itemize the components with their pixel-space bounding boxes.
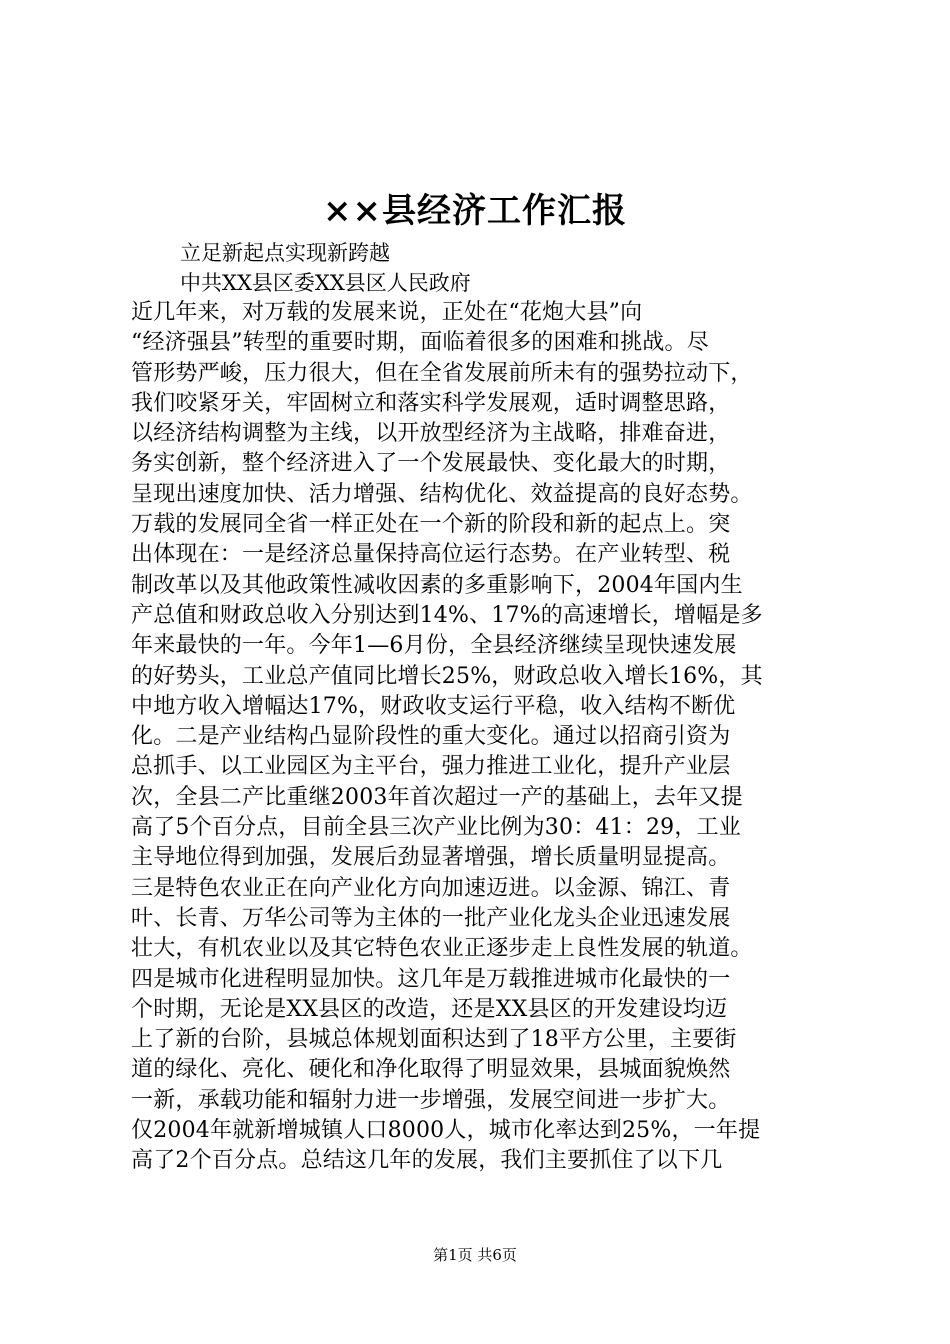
text-line: 务实创新，整个经济进入了一个发展最快、变化最大的时期， bbox=[131, 451, 731, 477]
text-line: 呈现出速度加快、活力增强、结构优化、效益提高的良好态势。 bbox=[131, 481, 753, 507]
text-line: 产总值和财政总收入分别达到14%、17%的高速增长，增幅是多 bbox=[131, 602, 763, 628]
text-line: 叶、长青、万华公司等为主体的一批产业化龙头企业迅速发展 bbox=[131, 905, 731, 931]
text-line: 一新，承载功能和辐射力进一步增强，发展空间进一步扩大。 bbox=[131, 1087, 731, 1113]
text-line: 我们咬紧牙关，牢固树立和落实科学发展观，适时调整思路， bbox=[131, 390, 731, 416]
text-line: 壮大，有机农业以及其它特色农业正逐步走上良性发展的轨道。 bbox=[131, 936, 753, 962]
text-line: 年来最快的一年。今年1—6月份，全县经济继续呈现快速发展 bbox=[131, 633, 737, 659]
document-title: ××县经济工作汇报 bbox=[323, 191, 627, 231]
text-line: 以经济结构调整为主线，以开放型经济为主战略，排难奋进， bbox=[131, 421, 731, 447]
text-line: 个时期，无论是XX县区的改造，还是XX县区的开发建设均迈 bbox=[131, 996, 728, 1022]
document-author: 中共XX县区委XX县区人民政府 bbox=[180, 271, 471, 295]
text-line: 次，全县二产比重继2003年首次超过一产的基础上，去年又提 bbox=[131, 784, 743, 810]
text-line: 化。二是产业结构凸显阶段性的重大变化。通过以招商引资为 bbox=[131, 724, 731, 750]
text-line: 高了2个百分点。总结这几年的发展，我们主要抓住了以下几 bbox=[131, 1148, 723, 1174]
text-line: 近几年来，对万载的发展来说，正处在“花炮大县”向 bbox=[131, 300, 643, 325]
text-line: 道的绿化、亮化、硬化和净化取得了明显效果，县城面貌焕然 bbox=[131, 1057, 731, 1083]
body-text bbox=[131, 298, 831, 1177]
text-line: 中地方收入增幅达17%，财政收支运行平稳，收入结构不断优 bbox=[131, 693, 736, 719]
text-line: 万载的发展同全省一样正处在一个新的阶段和新的起点上。突 bbox=[131, 512, 731, 538]
text-line: “经济强县”转型的重要时期，面临着很多的困难和挑战。尽 bbox=[131, 330, 709, 356]
document-subtitle: 立足新起点实现新跨越 bbox=[180, 241, 390, 265]
text-line: 的好势头，工业总产值同比增长25%，财政总收入增长16%，其 bbox=[131, 663, 763, 689]
text-line: 三是特色农业正在向产业化方向加速迈进。以金源、锦江、青 bbox=[131, 875, 731, 901]
text-line: 仅2004年就新增城镇人口8000人，城市化率达到25%，一年提 bbox=[131, 1118, 761, 1144]
text-line: 出体现在：一是经济总量保持高位运行态势。在产业转型、税 bbox=[131, 542, 731, 568]
text-line: 总抓手、以工业园区为主平台，强力推进工业化，提升产业层 bbox=[131, 754, 731, 780]
text-line: 管形势严峻，压力很大，但在全省发展前所未有的强势拉动下， bbox=[131, 360, 753, 386]
text-line: 主导地位得到加强，发展后劲显著增强，增长质量明显提高。 bbox=[131, 845, 731, 871]
text-line: 制改革以及其他政策性减收因素的多重影响下，2004年国内生 bbox=[131, 572, 743, 598]
text-line: 高了5个百分点，目前全县三次产业比例为30：41：29，工业 bbox=[131, 815, 741, 841]
text-line: 四是城市化进程明显加快。这几年是万载推进城市化最快的一 bbox=[131, 966, 731, 992]
page-number: 第1页 共6页 bbox=[433, 1246, 517, 1264]
text-line: 上了新的台阶，县城总体规划面积达到了18平方公里，主要街 bbox=[131, 1027, 737, 1053]
